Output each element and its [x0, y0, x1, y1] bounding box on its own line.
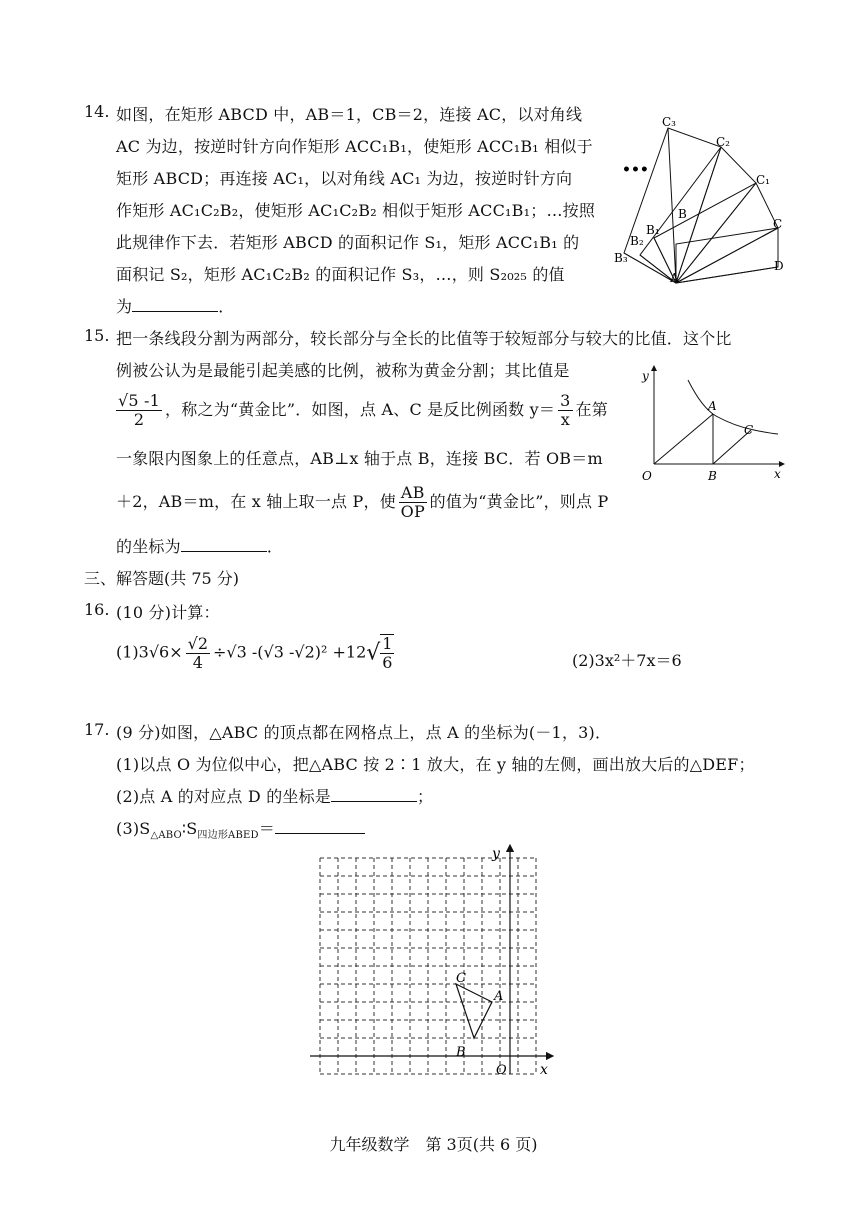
q15-line-1: 把一条线段分割为两部分，较长部分与全长的比值等于较短部分与较大的比值．这个比 [116, 329, 732, 348]
q14-number: 14. [84, 102, 110, 121]
q14-line-5: 此规律作下去．若矩形 ABCD 的面积记作 S₁，矩形 ACC₁B₁ 的 [116, 233, 580, 252]
q17-number: 17. [84, 720, 110, 739]
q14-label-c: C [773, 217, 783, 231]
q16-part-1: (1)3√6× $\frac{√2}{4}$ ÷√3 -(√3 -√2)² +12√ $\frac{1}{6}$ [116, 633, 393, 672]
q15-function-figure [636, 362, 786, 487]
q15-label-o: O [642, 469, 652, 483]
q15-number: 15. [84, 326, 110, 345]
q15-label-c: C [744, 423, 754, 437]
q14-label-b2: B₂ [630, 234, 644, 248]
q14-line-4: 作矩形 AC₁C₂B₂，使矩形 AC₁C₂B₂ 相似于矩形 ACC₁B₁；…按照 [116, 201, 596, 220]
q16-number: 16. [84, 600, 110, 619]
q14-line-1: 如图，在矩形 ABCD 中，AB＝1，CB＝2，连接 AC，以对角线 [116, 105, 583, 124]
q15-label-b: B [708, 469, 717, 483]
q15-line-2: 例被公认为是最能引起美感的比例，被称为黄金分割；其比值是 [116, 361, 570, 380]
q14-label-b1: B₁ [646, 223, 660, 237]
q17-label-x: x [540, 1062, 548, 1078]
q15-line-3 [116, 392, 608, 429]
q14-rectangle-figure [614, 110, 798, 290]
q15-label-a: A [708, 399, 717, 413]
q15-answer-blank[interactable] [181, 537, 267, 552]
q15-label-x: x [774, 467, 781, 481]
q17-answer-blank-3[interactable] [275, 819, 365, 834]
q15-answer-line [116, 534, 283, 557]
q14-label-d: D [774, 259, 784, 273]
q17-answer-blank-2[interactable] [331, 787, 417, 802]
golden-ratio-fraction: $\frac{√5 -1}{2}$ [118, 391, 161, 429]
q17-line-3: (2)点 A 的对应点 D 的坐标是 ； [116, 787, 434, 806]
q14-label-c1: C₁ [756, 173, 770, 187]
function-fraction: $\frac{3}{x}$ [560, 391, 571, 429]
q17-grid-figure [310, 842, 570, 1082]
q14-answer-prefix: 为 [116, 297, 133, 316]
q14-line-2: AC 为边，按逆时针方向作矩形 ACC₁B₁，使矩形 ACC₁B₁ 相似于 [116, 137, 593, 156]
q15-line-5 [116, 484, 608, 521]
q16-fraction: $\frac{√2}{4}$ [187, 633, 208, 672]
q14-label-b: B [678, 207, 687, 221]
q16-part-2: (2)3x²＋7x＝6 [572, 651, 682, 670]
q14-label-c2: C₂ [716, 135, 730, 149]
q15-answer-prefix: 的坐标为 [116, 537, 181, 556]
q14-label-c3: C₃ [662, 115, 676, 129]
q17-line-1: (9 分)如图，△ABC 的顶点都在网格点上，点 A 的坐标为(－1，3)． [116, 723, 612, 742]
page-footer: 九年级数学 第 3页(共 6 页) [329, 1135, 538, 1154]
section-3-heading: 三、解答题(共 75 分) [84, 569, 240, 588]
q17-line-4: $(3)S_{\triangle ABO}∶S_{四边形ABED}=$ [116, 816, 365, 841]
q17-label-c: C [456, 971, 466, 986]
q14-answer-blank[interactable] [132, 297, 218, 312]
q15-line-3-text: ，称之为“黄金比”．如图，点 A、C 是反比例函数 y＝ [165, 400, 556, 419]
q15-line-5-pre: ＋2，AB＝m，在 x 轴上取一点 P，使 [116, 492, 396, 511]
q15-line-5-post: 的值为“黄金比”，则点 P [429, 492, 609, 511]
ab-op-fraction: $\frac{AB}{OP}$ [400, 483, 425, 521]
q14-line-3: 矩形 ABCD；再连接 AC₁，以对角线 AC₁ 为边，按逆时针方向 [116, 169, 573, 188]
q17-label-o: O [496, 1063, 507, 1078]
q15-line-4: 一象限内图象上的任意点，AB⊥x 轴于点 B，连接 BC．若 OB＝m [116, 449, 603, 468]
q15-answer-suffix: ． [266, 537, 284, 556]
q14-label-a: A [670, 271, 679, 285]
q16-title: (10 分)计算： [116, 603, 220, 622]
q17-line-2: (1)以点 O 为位似中心，把△ABC 按 2∶1 放大，在 y 轴的左侧，画出放大后的△DEF； [116, 755, 755, 774]
q14-label-b3: B₃ [614, 251, 628, 265]
q15-line-3-end: 在第 [575, 400, 608, 419]
q14-answer-line [116, 294, 234, 317]
q14-answer-suffix: ． [218, 297, 235, 316]
q15-label-y: y [642, 369, 649, 383]
q17-label-y: y [492, 846, 500, 862]
q14-line-6: 面积记 S₂，矩形 AC₁C₂B₂ 的面积记作 S₃，…，则 S₂₀₂₅ 的值 [116, 265, 565, 284]
q14-ellipsis: ••• [622, 162, 649, 178]
q17-label-b: B [456, 1045, 466, 1060]
q16-root-fraction: $\frac{1}{6}$ [382, 634, 393, 672]
q17-label-a: A [494, 989, 504, 1004]
